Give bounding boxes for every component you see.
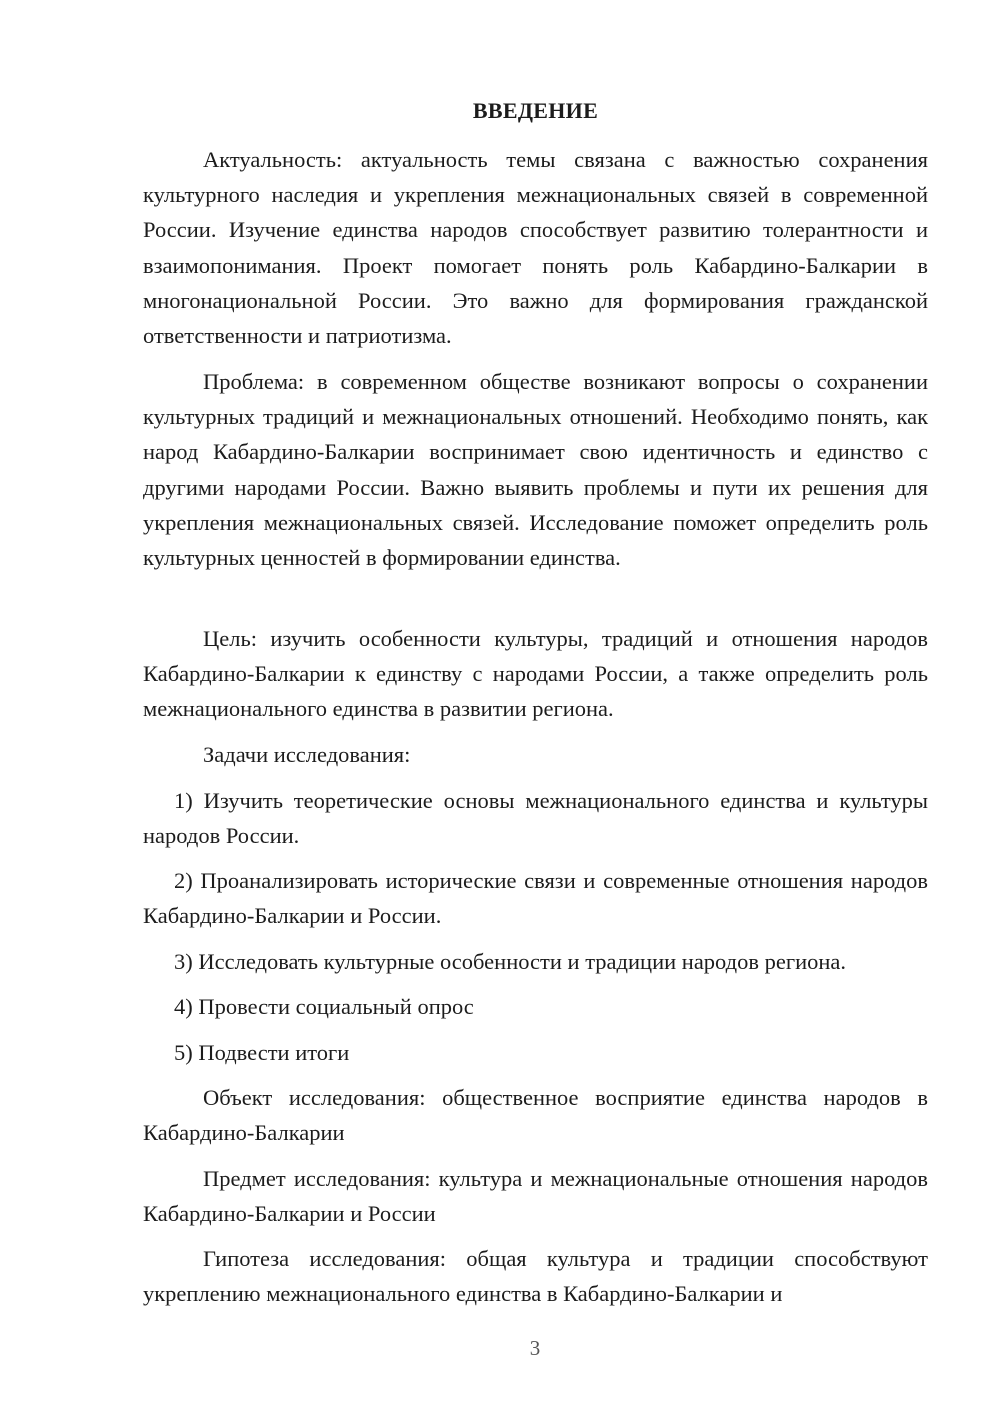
task-item-5: 5) Подвести итоги [174,1040,350,1065]
goal-paragraph: Цель: изучить особенности культуры, традиций и отношения народов Кабардино-Балкарии к единству с народами России, а также определить роль межнационального единства в развитии региона. [143,626,928,722]
task-item-1: 1) Изучить теоретические основы межнационального единства и культуры народов России. [143,788,928,849]
subject-paragraph: Предмет исследования: культура и межнациональные отношения народов Кабардино-Балкарии и России [143,1166,928,1227]
page-number: 3 [529,1336,541,1360]
task-item-4: 4) Провести социальный опрос [174,994,474,1019]
task-item-3: 3) Исследовать культурные особенности и традиции народов региона. [174,949,847,974]
task-item-2: 2) Проанализировать исторические связи и современные отношения народов Кабардино-Балкарии и России. [143,868,928,929]
page-title: ВВЕДЕНИЕ [472,98,599,123]
relevance-paragraph: Актуальность: актуальность темы связана с важностью сохранения культурного наследия и укрепления межнациональных связей в современной России. Изучение единства народов способствует развитию толерантности и взаимопонимания. Проект помогает понять роль Кабардино-Балкарии в многонациональной России. Это важно для формирования гражданской ответственности и патриотизма. [143,147,928,349]
tasks-title: Задачи исследования: [203,742,411,767]
hypothesis-paragraph: Гипотеза исследования: общая культура и традиции способствуют укреплению межнационального единства в Кабардино-Балкарии и [143,1246,928,1307]
problem-paragraph: Проблема: в современном обществе возникают вопросы о сохранении культурных традиций и межнациональных отношений. Необходимо понять, как народ Кабардино-Балкарии воспринимает свою идентичность и единство с другими народами России. Важно выявить проблемы и пути их решения для укрепления межнациональных связей. Исследование поможет определить роль культурных ценностей в формировании единства. [143,369,928,571]
object-paragraph: Объект исследования: общественное восприятие единства народов в Кабардино-Балкарии [143,1085,928,1146]
